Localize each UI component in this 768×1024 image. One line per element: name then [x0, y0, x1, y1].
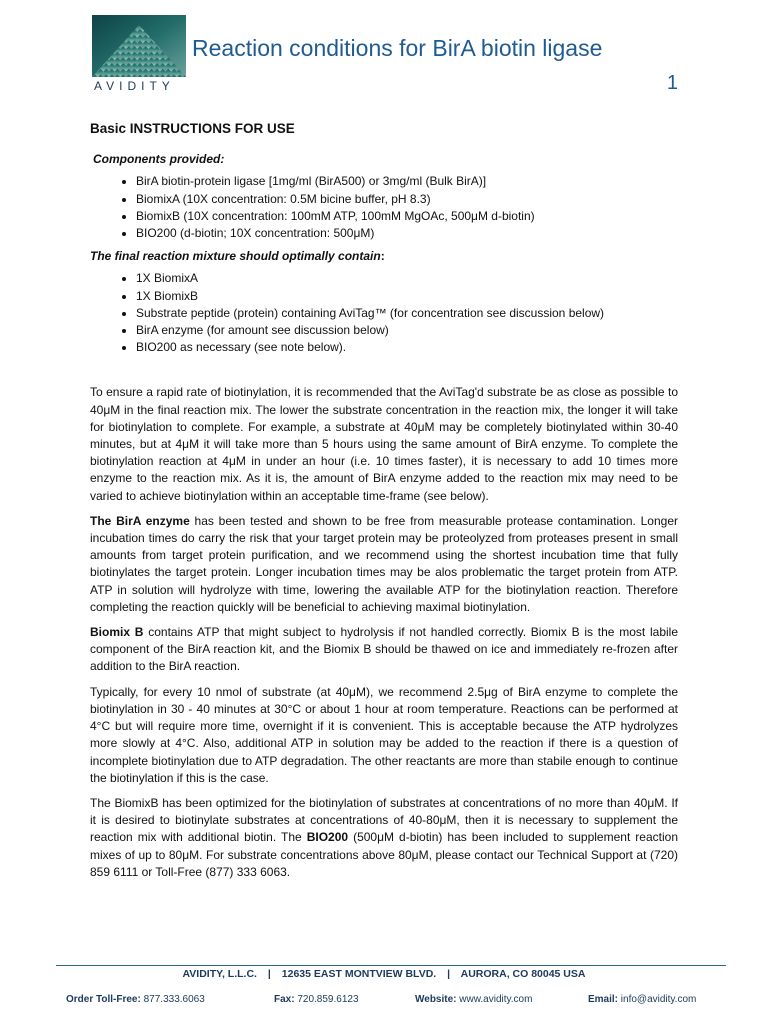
company-name: AVIDITY, L.L.C.	[182, 968, 257, 980]
instructions-heading: Basic INSTRUCTIONS FOR USE	[90, 121, 295, 136]
city-address: AURORA, CO 80045 USA	[460, 968, 586, 980]
fax-label: Fax:	[274, 994, 295, 1005]
bira-enzyme-text: has been tested and shown to be free from measurable protease contamination. Longer incubation times do carry the risk that your target protein may be proteolyzed from proteases present in small amounts from target protein purification, and we recommend using the shortest incubation time that fully biotinylates the target protein. Longer incubation times may be alos problematic the target protein from ATP. ATP in solution will hydrolyze with time, lowering the available ATP for the biotinylation reaction. Therefore completing the reaction quickly will be beneficial to achieving maximal biotinylation.	[90, 513, 678, 614]
bira-enzyme-bold: The BirA enzyme	[90, 513, 190, 528]
final-mixture-colon: :	[380, 249, 385, 264]
list-item: • BiomixB (10X concentration: 100mM ATP, 100mM MgOAc, 500μM d-biotin)	[136, 208, 678, 225]
separator: |	[267, 968, 271, 980]
paragraph-biomix-b	[90, 624, 678, 676]
list-item: • BirA enzyme (for amount see discussion below)	[136, 322, 678, 339]
bio200-bold: BIO200	[306, 830, 349, 845]
fax-contact	[274, 994, 359, 1005]
logo-wordmark: AVIDITY	[94, 79, 175, 93]
biomixb-text-a: The BiomixB has been optimized for the biotinylation of substrates at concentrations of no more than 40μM. If it is desired to biotinylate substrates at concentrations of 40-80μM, then it is necessary to supplement the reaction mix with additional biotin. The	[90, 795, 678, 845]
list-item: • BirA biotin-protein ligase [1mg/ml (BirA500) or 3mg/ml (Bulk BirA)]	[136, 173, 678, 190]
website-link[interactable]: www.avidity.com	[459, 994, 533, 1005]
street-address: 12635 EAST MONTVIEW BLVD.	[281, 968, 437, 980]
paragraph-biomixb-optimized	[90, 795, 678, 881]
final-mixture-list	[90, 270, 678, 356]
order-label: Order Toll-Free:	[66, 994, 141, 1005]
list-item: • BIO200 (d-biotin; 10X concentration: 500μM)	[136, 225, 678, 242]
order-phone[interactable]: 877.333.6063	[143, 994, 205, 1005]
list-item: • 1X BiomixB	[136, 288, 678, 305]
website-contact	[415, 994, 532, 1005]
components-list	[90, 173, 678, 242]
list-item: • Substrate peptide (protein) containing AviTag™ (for concentration see discussion below)	[136, 305, 678, 322]
final-mixture-heading	[90, 248, 678, 265]
fax-number: 720.859.6123	[297, 994, 359, 1005]
paragraph-substrate: To ensure a rapid rate of biotinylation, it is recommended that the AviTag'd substrate be as close as possible to 40μM in the final reaction mix. The lower the substrate concentration in the reaction mix, the longer it will take for biotinylation to complete. For example, a substrate at 40μM may be completely biotinylated within 30-40 minutes, but at 4μM it will take more than 5 hours using the same amount of BirA enzyme. To complete the biotinylation reaction at 4μM in under an hour (i.e. 10 times faster), it is necessary to add 10 times more enzyme to the reaction mix. As it is, the amount of BirA enzyme added to the reaction mix may need to be varied to achieve biotinylation within an acceptable time-frame (see below).	[90, 385, 678, 503]
email-label: Email:	[588, 994, 619, 1005]
components-heading: Components provided:	[93, 152, 225, 167]
biomix-b-text: contains ATP that might subject to hydrolysis if not handled correctly. Biomix B is the most labile component of the BirA reaction kit, and the Biomix B should be thawed on ice and immediately re-frozen after addition to the BirA reaction.	[90, 625, 679, 674]
list-item: • BIO200 as necessary (see note below).	[136, 339, 678, 356]
footer-rule	[56, 965, 726, 966]
page-number: 1	[666, 72, 678, 94]
biomixb-text-b: (500μM d-biotin) has been included to supplement reaction mixes of up to 80μM. For substrate concentrations above 80μM, please contact our Technical Support at (720) 859 6111 or Toll-Free (877) 333 6063.	[90, 830, 678, 879]
paragraph-bira-enzyme	[90, 513, 678, 616]
document-body	[90, 120, 678, 889]
separator: |	[447, 968, 451, 980]
list-item: • BiomixA (10X concentration: 0.5M bicine buffer, pH 8.3)	[136, 191, 678, 208]
email-link[interactable]: info@avidity.com	[620, 994, 697, 1005]
email-contact	[588, 994, 696, 1005]
avidity-logo	[92, 15, 186, 93]
biomix-b-bold: Biomix B	[90, 625, 144, 640]
logo-pyramid-icon	[92, 15, 186, 77]
paragraph-typical: Typically, for every 10 nmol of substrate (at 40μM), we recommend 2.5μg of BirA enzyme to complete the biotinylation in 30 - 40 minutes at 30°C or about 1 hour at room temperature. Reactions can be performed at 4°C but will require more time, overnight if it is convenient. This is acceptable because the ATP hydrolyzes more slowly at 4°C. Also, additional ATP in solution may be added to the reaction if there is a question of incomplete biotinylation due to ATP degradation. The other reactants are more than stabile enough to continue the biotinylation if this is the case.	[90, 684, 678, 785]
website-label: Website:	[415, 994, 457, 1005]
document-title: Reaction conditions for BirA biotin ligase	[192, 35, 603, 61]
footer-address	[0, 968, 768, 980]
final-mixture-heading-text: The final reaction mixture should optimally contain	[90, 249, 381, 264]
order-contact	[66, 994, 205, 1005]
list-item: • 1X BiomixA	[136, 270, 678, 287]
